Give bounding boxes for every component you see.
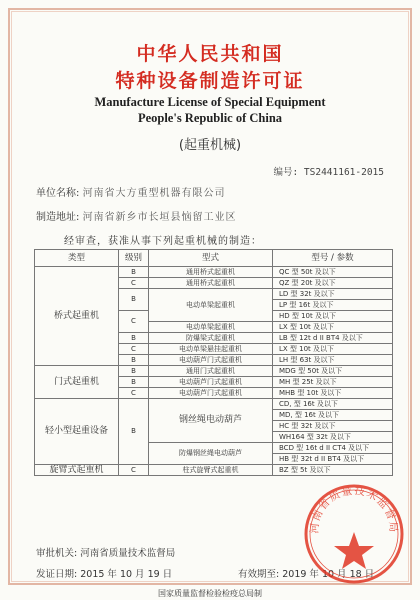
unit-name-label: 单位名称: <box>36 188 80 199</box>
model-cell: MDG 型 50t 及以下 <box>273 366 393 377</box>
issue-date-row <box>36 566 172 580</box>
certificate-number-label: 编号: <box>273 167 299 178</box>
certificate-number-value: TS2441161-2015 <box>303 167 384 178</box>
authority-label: 审批机关: <box>36 548 78 559</box>
model-cell: BCD 型 16t d II CT4 及以下 <box>273 443 393 454</box>
table-header-row <box>35 250 393 267</box>
address-label: 制造地址: <box>36 212 80 223</box>
form-cell: 通用门式起重机 <box>149 366 273 377</box>
level-cell: B <box>119 399 149 465</box>
table-row <box>35 465 393 476</box>
table-row <box>35 399 393 410</box>
form-cell: 防爆钢丝绳电动葫芦 <box>149 443 273 465</box>
model-cell: HB 型 32t d II BT4 及以下 <box>273 454 393 465</box>
form-cell: 防爆梁式起重机 <box>149 333 273 344</box>
title-english-line2: People's Republic of China <box>137 111 283 125</box>
model-cell: HD 型 10t 及以下 <box>273 311 393 322</box>
authority-value: 河南省质量技术监督局 <box>80 548 176 559</box>
official-seal-icon <box>302 482 406 586</box>
license-table <box>34 249 393 476</box>
group-jib-crane: 旋臂式起重机 <box>35 465 119 476</box>
svg-text:河南省质量技术监督局 <box>309 484 400 534</box>
level-cell: B <box>119 355 149 366</box>
issue-date-value: 2015 年 10 月 19 日 <box>80 569 173 580</box>
model-cell: MD, 型 16t 及以下 <box>273 410 393 421</box>
certificate-number <box>273 164 384 178</box>
title-chinese-line2: 特种设备制造许可证 <box>115 70 305 92</box>
expiry-date-label: 有效期至: <box>238 569 280 580</box>
issuer-line: 国家质量监督检验检疫总局制 <box>158 589 262 598</box>
model-cell: LB 型 12t d II BT4 及以下 <box>273 333 393 344</box>
model-cell: MH 型 25t 及以下 <box>273 377 393 388</box>
form-cell: 通用桥式起重机 <box>149 267 273 278</box>
model-cell: LX 型 10t 及以下 <box>273 344 393 355</box>
issue-date-label: 发证日期: <box>36 569 78 580</box>
form-cell: 柱式旋臂式起重机 <box>149 465 273 476</box>
address-row <box>36 208 237 223</box>
table-row <box>35 366 393 377</box>
level-cell: C <box>119 465 149 476</box>
header-model: 型号 / 参数 <box>273 250 393 267</box>
header-form: 型式 <box>149 250 273 267</box>
form-cell: 电动葫芦门式起重机 <box>149 377 273 388</box>
unit-name-value: 河南省大方重型机器有限公司 <box>82 188 226 199</box>
title-chinese-line1: 中华人民共和国 <box>136 43 284 65</box>
level-cell: B <box>119 377 149 388</box>
level-cell: B <box>119 333 149 344</box>
form-cell: 电动单梁起重机 <box>149 289 273 322</box>
model-cell: HC 型 32t 及以下 <box>273 421 393 432</box>
level-cell: C <box>119 388 149 399</box>
equipment-category: (起重机械) <box>178 138 242 153</box>
model-cell: CD, 型 16t 及以下 <box>273 399 393 410</box>
form-cell: 电动葫芦门式起重机 <box>149 355 273 366</box>
group-bridge-crane: 桥式起重机 <box>35 267 119 366</box>
level-cell: B <box>119 366 149 377</box>
model-cell: QC 型 50t 及以下 <box>273 267 393 278</box>
model-cell: BZ 型 5t 及以下 <box>273 465 393 476</box>
header-level: 级别 <box>119 250 149 267</box>
form-cell-wire-hoist: 钢丝绳电动葫芦 <box>149 399 273 443</box>
authority-row <box>36 545 175 559</box>
group-gantry-crane: 门式起重机 <box>35 366 119 399</box>
model-cell: LH 型 63t 及以下 <box>273 355 393 366</box>
intro-text: 经审查，获准从事下列起重机械的制造： <box>64 236 262 247</box>
form-cell: 电动单梁悬挂起重机 <box>149 344 273 355</box>
model-cell: QZ 型 20t 及以下 <box>273 278 393 289</box>
unit-name-row <box>36 184 226 199</box>
model-cell: LD 型 32t 及以下 <box>273 289 393 300</box>
group-light-lifting: 轻小型起重设备 <box>35 399 119 465</box>
table-row <box>35 267 393 278</box>
seal-text: 河南省质量技术监督局 <box>308 484 400 534</box>
level-cell: C <box>119 311 149 333</box>
header-type: 类型 <box>35 250 119 267</box>
address-value: 河南省新乡市长垣县恼留工业区 <box>82 212 237 223</box>
form-cell: 电动单梁起重机 <box>149 322 273 333</box>
form-cell: 电动葫芦门式起重机 <box>149 388 273 399</box>
model-cell: LX 型 10t 及以下 <box>273 322 393 333</box>
title-english-line1: Manufacture License of Special Equipment <box>94 95 326 109</box>
model-cell: WH164 型 32t 及以下 <box>273 432 393 443</box>
form-cell: 通用桥式起重机 <box>149 278 273 289</box>
level-cell: C <box>119 278 149 289</box>
model-cell: MHB 型 10t 及以下 <box>273 388 393 399</box>
level-cell: C <box>119 344 149 355</box>
model-cell: LP 型 16t 及以下 <box>273 300 393 311</box>
level-cell: B <box>119 267 149 278</box>
expiry-date-value: 2019 年 10 月 18 日 <box>282 569 375 580</box>
level-cell: B <box>119 289 149 311</box>
